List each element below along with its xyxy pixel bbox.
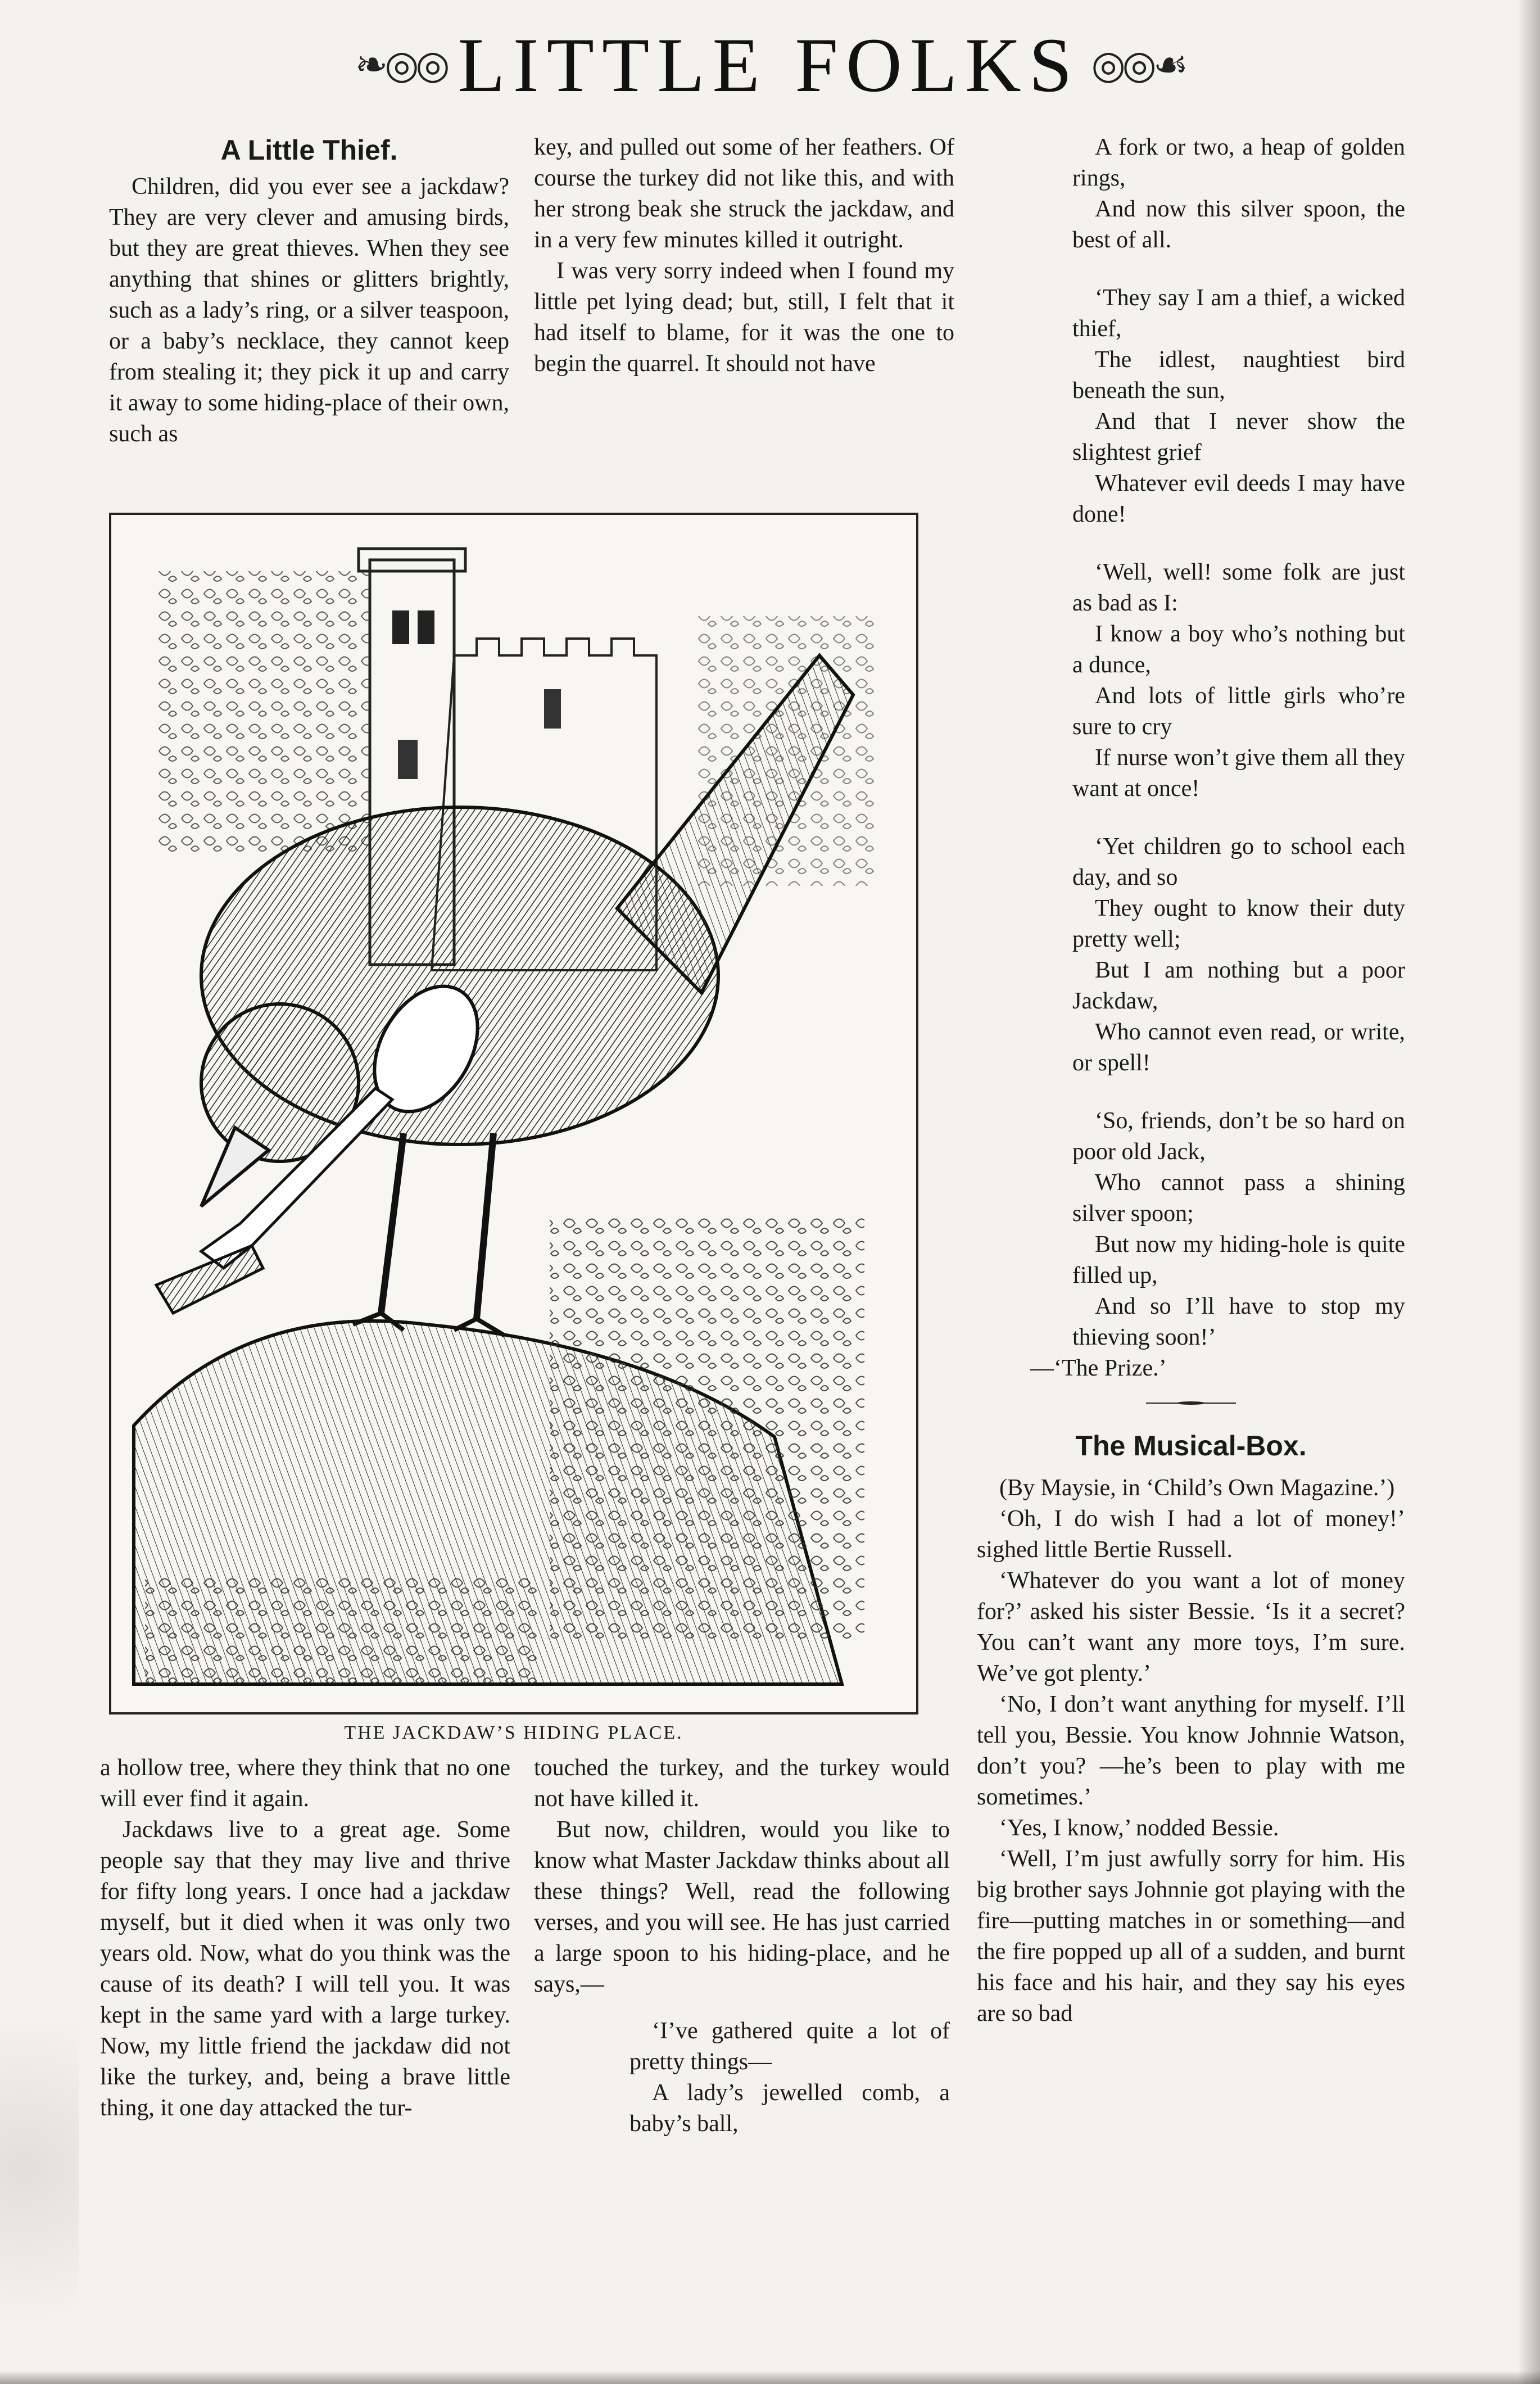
poem-line: Whatever evil deeds I may have done! (1072, 471, 1405, 527)
article2-paragraph: ‘Yes, I know,’ nodded Bessie. (999, 1815, 1279, 1841)
page-bottom-edge (0, 2371, 1540, 2384)
article1-paragraph: Jackdaws live to a great age. Some people say that they may live and thrive for fifty long years. I once had a jackdaw myself, but it died when it was only two years old. Now, what do you think was the cause of its death? I will tell you. It was kept in the same yard with a large turkey. Now, my little friend the jackdaw did not like the turkey, and, being a brave little thing, it one day attacked the tur- (100, 1817, 510, 2121)
article2-paragraph: ‘Well, I’m just awfully sorry for him. His big brother says Johnnie got playing with the fire—putting matches in or something—and the fire popped up all of a sudden, and burnt his face and his hair, and they say his eyes are so bad (977, 1846, 1405, 2026)
poem-line: They ought to know their duty pretty well; (1072, 895, 1405, 952)
poem-line: And now this silver spoon, the best of all. (1072, 196, 1405, 253)
poem-line: ‘Yet children go to school each day, and so (1072, 834, 1405, 890)
article1-paragraph: Children, did you ever see a jackdaw? They are very clever and amusing birds, but they are great thieves. When they see anything that shines or glitters brightly, such as a lady’s ring, or a silver teaspoon, or a baby’s necklace, they cannot keep from stealing it; they pick it up and carry it away to some hiding-place of their own, such as (109, 174, 509, 447)
article2-byline: (By Maysie, in ‘Child’s Own Magazine.’) (999, 1475, 1395, 1501)
jackdaw-icon (111, 515, 916, 1712)
paper-stain (0, 2024, 79, 2384)
right-ornament-icon: ◎◎☙ (1091, 43, 1185, 87)
poem-line: Who cannot pass a shining silver spoon; (1072, 1170, 1405, 1227)
section-divider (1146, 1401, 1236, 1405)
poem-stanza (977, 283, 1405, 530)
left-ornament-icon: ❧◎◎ (355, 43, 447, 87)
poem-line: A fork or two, a heap of golden rings, (1072, 134, 1405, 191)
article2-paragraph: ‘No, I don’t want anything for myself. I’ll tell you, Bessie. You know Johnnie Watson, don’t you? —he’s been to play with me sometimes.’ (977, 1691, 1405, 1810)
poem-line: I know a boy who’s nothing but a dunce, (1072, 621, 1405, 678)
article1-paragraph: But now, children, would you like to know what Master Jackdaw thinks about all these things? Well, read the following verses, and you will see. He has just carried a large spoon to his hiding-place, and he says,— (534, 1817, 950, 1997)
article1-heading: A Little Thief. (220, 134, 398, 166)
article2-paragraph: ‘Whatever do you want a lot of money for?’ asked his sister Bessie. ‘Is it a secret? You can’t want any more toys, I’m sure. We’ve got plenty.’ (977, 1568, 1405, 1686)
illustration-caption: THE JACKDAW’S HIDING PLACE. (344, 1722, 683, 1743)
article2-body (977, 1504, 1405, 2029)
poem-stanza (977, 1106, 1405, 1353)
poem-line: ‘I’ve gathered quite a lot of pretty things— (629, 2018, 950, 2075)
poem-line: ‘So, friends, don’t be so hard on poor old Jack, (1072, 1108, 1405, 1165)
poem-line: And so I’ll have to stop my thieving soon!’ (1072, 1293, 1405, 1350)
article1-col2-top (534, 132, 954, 379)
poem-stanza (977, 557, 1405, 804)
article1-paragraph: key, and pulled out some of her feathers. Of course the turkey did not like this, and with her strong beak she struck the jackdaw, and in a very few minutes killed it outright. (534, 134, 954, 253)
article1-paragraph: I was very sorry indeed when I found my little pet lying dead; but, still, I felt that it had itself to blame, for it was the one to begin the quarrel. It should not have (534, 258, 954, 377)
article1-col1-top (109, 132, 509, 450)
poem-opening (534, 2016, 950, 2139)
masthead (315, 22, 1225, 107)
page-title: LITTLE FOLKS (458, 21, 1080, 108)
poem-line: A lady’s jewelled comb, a baby’s ball, (629, 2080, 950, 2137)
poem-stanza (977, 132, 1405, 256)
article1-col2-bottom (534, 1753, 950, 2139)
poem-line: The idlest, naughtiest bird beneath the sun, (1072, 347, 1405, 404)
poem-stanza (977, 831, 1405, 1079)
poem-line: But now my hiding-hole is quite filled up, (1072, 1232, 1405, 1288)
poem-line: If nurse won’t give them all they want at once! (1072, 745, 1405, 802)
poem-line: And lots of little girls who’re sure to cry (1072, 683, 1405, 740)
article1-paragraph: a hollow tree, where they think that no one will ever find it again. (100, 1755, 510, 1812)
poem-attribution: —‘The Prize.’ (1030, 1355, 1167, 1381)
poem-column (977, 132, 1405, 2029)
poem-line: ‘They say I am a thief, a wicked thief, (1072, 285, 1405, 342)
jackdaw-illustration (109, 513, 918, 1715)
poem-line: Who cannot even read, or write, or spell! (1072, 1019, 1405, 1076)
page-edge-shadow (1518, 0, 1540, 2384)
article2-heading: The Musical-Box. (1075, 1430, 1307, 1462)
article1-paragraph: touched the turkey, and the turkey would not have killed it. (534, 1755, 950, 1812)
poem-line: And that I never show the slightest grief (1072, 409, 1405, 465)
article1-col1-bottom (100, 1753, 510, 2124)
poem-line: But I am nothing but a poor Jackdaw, (1072, 957, 1405, 1014)
article2-paragraph: ‘Oh, I do wish I had a lot of money!’ sighed little Bertie Russell. (977, 1506, 1405, 1563)
poem-line: ‘Well, well! some folk are just as bad as I: (1072, 559, 1405, 616)
